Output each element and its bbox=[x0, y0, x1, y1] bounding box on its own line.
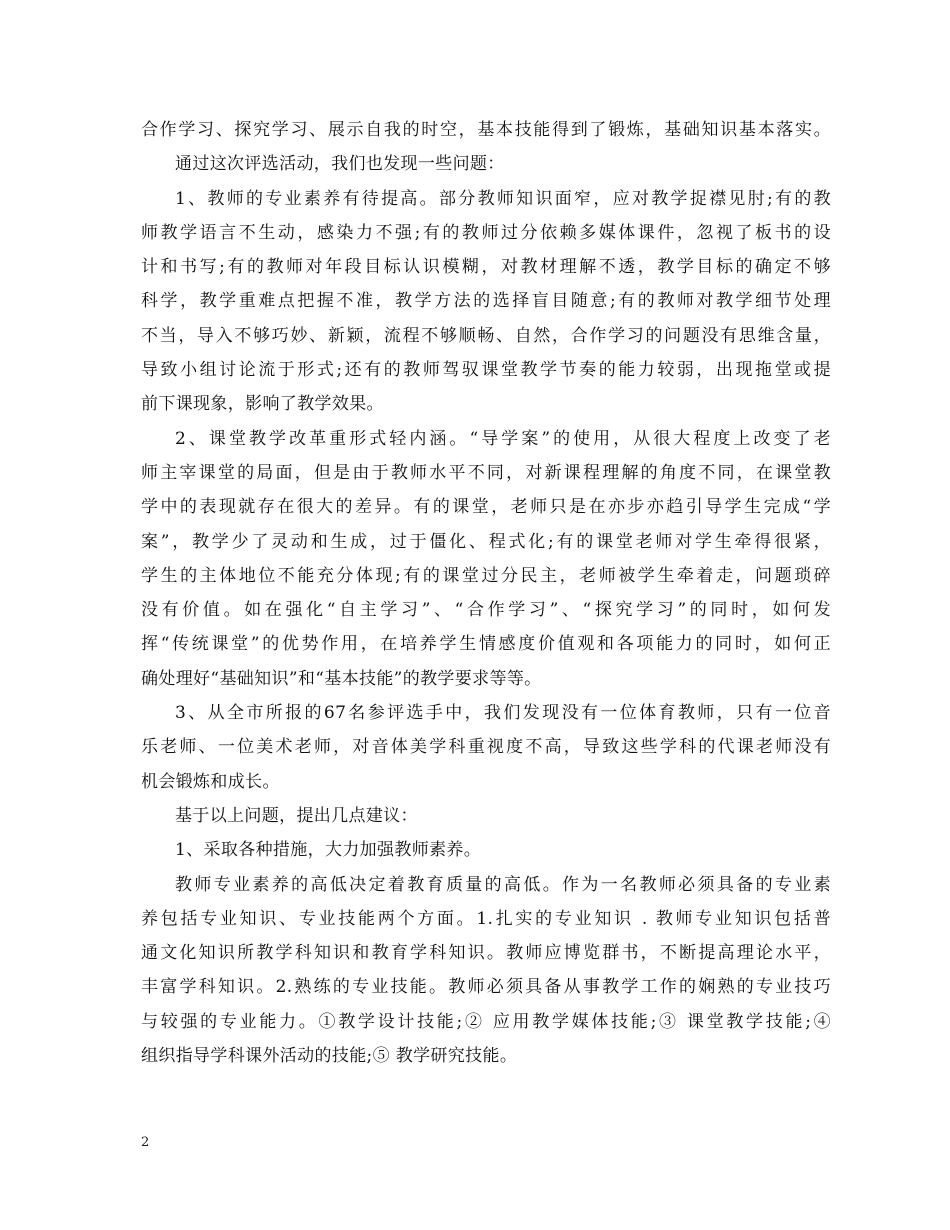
text-line: 养包括专业知识、专业技能两个方面。1.扎实的专业知识 . 教师专业知识包括普 bbox=[141, 908, 831, 929]
text-line: 2、课堂教学改革重形式轻内涵。“导学案”的使用，从很大程度上改变了老 bbox=[175, 428, 831, 449]
text-line: 乐老师、一位美术老师，对音体美学科重视度不高，导致这些学科的代课老师没有 bbox=[141, 737, 831, 758]
text-line: 机会锻炼和成长。 bbox=[141, 771, 280, 792]
text-line: 教师专业素养的高低决定着教育质量的高低。作为一名教师必须具备的专业素 bbox=[175, 874, 831, 895]
text-line: 计和书写;有的教师对年段目标认识模糊，对教材理解不透，教学目标的确定不够 bbox=[141, 257, 831, 278]
text-line: 挥“传统课堂”的优势作用，在培养学生情感度价值观和各项能力的同时，如何正 bbox=[141, 634, 831, 655]
text-line: 通文化知识所教学科知识和教育学科知识。教师应博览群书，不断提高理论水平， bbox=[141, 943, 831, 964]
page-number: 2 bbox=[141, 1135, 150, 1150]
text-line: 组织指导学科课外活动的技能;⑤ 教学研究技能。 bbox=[141, 1046, 518, 1067]
text-line: 师主宰课堂的局面，但是由于教师水平不同，对新课程理解的角度不同，在课堂教 bbox=[141, 462, 831, 483]
text-line: 案”，教学少了灵动和生成，过于僵化、程式化;有的课堂老师对学生牵得很紧， bbox=[141, 531, 831, 552]
text-line: 学中的表现就存在很大的差异。有的课堂，老师只是在亦步亦趋引导学生完成“学 bbox=[141, 497, 831, 518]
text-line: 前下课现象，影响了教学效果。 bbox=[141, 394, 384, 415]
text-line: 1、采取各种措施，大力加强教师素养。 bbox=[175, 840, 482, 861]
text-line: 与较强的专业能力。①教学设计技能;② 应用教学媒体技能;③ 课堂教学技能;④ bbox=[141, 1011, 831, 1032]
text-line: 不当，导入不够巧妙、新颖，流程不够顺畅、自然，合作学习的问题没有思维含量， bbox=[141, 325, 831, 346]
text-line: 没有价值。如在强化“自主学习”、“合作学习”、“探究学习”的同时，如何发 bbox=[141, 600, 831, 621]
text-line: 通过这次评选活动，我们也发现一些问题： bbox=[175, 154, 505, 175]
text-line: 学生的主体地位不能充分体现;有的课堂过分民主，老师被学生牵着走，问题琐碎 bbox=[141, 565, 831, 586]
text-line: 合作学习、探究学习、展示自我的时空，基本技能得到了锻炼，基础知识基本落实。 bbox=[141, 120, 831, 140]
text-line: 师教学语言不生动，感染力不强;有的教师过分依赖多媒体课件，忽视了板书的设 bbox=[141, 222, 831, 243]
text-line: 3、从全市所报的67名参评选手中，我们发现没有一位体育教师，只有一位音 bbox=[175, 703, 831, 724]
text-line: 丰富学科知识。2.熟练的专业技能。教师必须具备从事教学工作的娴熟的专业技巧 bbox=[141, 977, 831, 998]
document-body bbox=[141, 113, 831, 1073]
text-line: 科学，教学重难点把握不准，教学方法的选择盲目随意;有的教师对教学细节处理 bbox=[141, 291, 831, 312]
text-line: 基于以上问题，提出几点建议： bbox=[175, 805, 418, 826]
text-line: 确处理好“基础知识”和“基本技能”的教学要求等等。 bbox=[141, 668, 542, 689]
text-line: 1、教师的专业素养有待提高。部分教师知识面窄，应对教学捉襟见肘;有的教 bbox=[175, 188, 831, 209]
text-line: 导致小组讨论流于形式;还有的教师驾驭课堂教学节奏的能力较弱，出现拖堂或提 bbox=[141, 360, 831, 381]
